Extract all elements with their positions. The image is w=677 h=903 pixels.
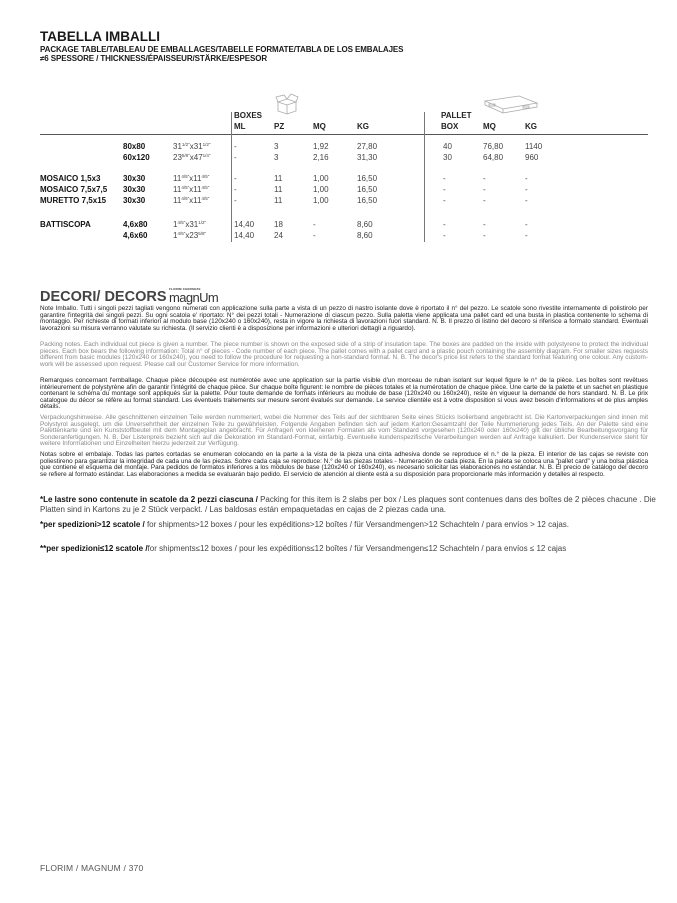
decors-title: DECORI/ DECORS [40, 289, 167, 305]
cell-pmq: 76,80 [483, 142, 504, 151]
cell-pbox: 30 [443, 153, 452, 162]
packing-notes-de: Verpackungshinweise. Alle geschnittenen einzelnen Teile werden nummeriert, wobei die Nummer des Teils auf der sichtbaren Seite eines Stücks Isolierband angebracht ist. Die Kartonverpackungen sind innen mit Polystyrol ausgelegt, um die Unversehrtheit der einzelnen Teile zu gewährleisten. Folgende Angaben befinden sich auf jedem Karton:Gesamtzahl der Teile Nummerierung jedes Teils. An der Palette sind eine Palettenkarte und ein Kunststoffbeutel mit dem Montageplan angebracht. Für Anfragen von kleineren Formaten als vom Standard vorgesehen (120x240 oder 160x240) gilt der übliche Bearbeitungsvorgang für Sonderanfertigungen. N. B. Der Listenpreis bezieht sich auf die Dekoration im Standard-Format, einfarbig. Eventuelle kundenspezifische Verarbeitungen werden auf Anfrage kalkuliert. Der Kundenservice steht für weitere Informationen und Einzelheiten hierzu jederzeit zur Verfügung. [40, 414, 648, 448]
cell-inch: $11^{4/5"}x11^{4/5"}$ [173, 196, 210, 205]
cell-mq: 1,92 [313, 142, 329, 151]
cell-pz: 3 [274, 153, 279, 162]
cell-pz: 3 [274, 142, 279, 151]
packing-notes-es: Notas sobre el embalaje. Todas las partes cortadas se enumeran colocando en la parte a la vista de la pieza una cinta adhesiva donde se reproduce el n.° de la pieza. El interior de las cajas se reviste con poliestireno para garantizar la integridad de cada una de las piezas. Sobre cada caja se reproduce: N.° de las piezas totales - Numeración de cada pieza. En la paleta se coloca una "pallet card" y una bolsa plástica que contiene el esquema del montaje. Para pedidos de formatos inferiores a los módulos de base (120x240 or 160x240), es necesario solicitar las elaboraciones no estándar. N. B. El precio de catálogo del decoro se refiere al formato estándar. Las elaboraciones a medida se evaluarán bajo pedido. El servicio de atención al cliente está a su disposición para proporcionarle más información y detalles al respecto. [40, 451, 648, 478]
cell-pbox: - [443, 196, 446, 205]
magnum-logo [169, 287, 218, 305]
cell-name: MOSAICO 1,5x3 [40, 174, 101, 183]
cell-pbox: - [443, 220, 446, 229]
cell-mq: 1,00 [313, 185, 329, 194]
col-mq: MQ [313, 122, 326, 131]
note-bold: *per spedizioni>12 scatole / [40, 520, 145, 529]
packing-notes-en: Packing notes. Each individual cut piece is given a number. The piece number is shown on the exposed side of a strip of insulation tape. The boxes are padded on the inside with polystyrene to protect the individual pieces. Each box bears the following information: Total n° of pieces - Code number of each piece. The pallet comes with a pallet card and a plastic pouch containing the assembly diagram. For smaller sizes requests different from basic modules (120x240 or 160x240), you need to follow the procedure for requesting a non-standard format. N. B. The decor's price list refers to the standard format featuring one colour. Any custom-work will be assessed upon request. Please call our Customer Service for more information. [40, 341, 648, 368]
cell-pkg: 1140 [525, 142, 543, 151]
cell-inch: $23^{5/8"}x47^{1/4"}$ [173, 153, 211, 162]
cell-ml: - [234, 142, 237, 151]
column-divider [231, 112, 232, 242]
cell-ml: - [234, 185, 237, 194]
cell-inch: $11^{4/5"}x11^{4/5"}$ [173, 185, 210, 194]
column-divider [424, 112, 425, 242]
pallet-icon [483, 95, 539, 117]
cell-pkg: - [525, 231, 528, 240]
cell-size: 80x80 [123, 142, 146, 151]
logo-brand: FLORIM CHERSEZE [169, 287, 201, 291]
note-shipments-over-12 [40, 520, 660, 530]
cell-size: 60x120 [123, 153, 150, 162]
cell-kg: 8,60 [357, 231, 373, 240]
cell-pbox: 40 [443, 142, 452, 151]
note-bold: **per spedizioni≤12 scatole / [40, 544, 148, 553]
cell-pz: 11 [274, 196, 283, 205]
cell-size: 4,6x80 [123, 220, 148, 229]
cell-pkg: - [525, 185, 528, 194]
cell-mq: 1,00 [313, 174, 329, 183]
page-subtitle: PACKAGE TABLE/TABLEAU DE EMBALLAGES/TABELLE FORMATE/TABLA DE LOS EMBALAJES [40, 45, 404, 54]
cell-pkg: - [525, 196, 528, 205]
cell-pz: 11 [274, 174, 283, 183]
page-footer: FLORIM / MAGNUM / 370 [40, 863, 144, 873]
cell-pmq: - [483, 174, 486, 183]
thickness-subtitle: ≠6 SPESSORE / THICKNESS/ÉPAISSEUR/STÄRKE/ESPESOR [40, 54, 268, 63]
cell-size: 30x30 [123, 185, 146, 194]
note-shipments-up-to-12 [40, 544, 660, 554]
cell-kg: 16,50 [357, 185, 378, 194]
cell-size: 4,6x60 [123, 231, 148, 240]
cell-pz: 18 [274, 220, 283, 229]
col-pallet-mq: MQ [483, 122, 496, 131]
cell-pmq: - [483, 196, 486, 205]
note-text: for shipments>12 boxes / pour les expéditions>12 boîtes / für Versandmengen>12 Schachteln / para envíos > 12 cajas. [144, 520, 569, 529]
packing-notes-fr: Remarques concernant l'emballage. Chaque pièce découpée est numérotée avec une application sur la partie visible d'un morceau de ruban isolant sur lequel figure le n° de la pièce. Les boîtes sont revêtues intérieurement de polystyrène afin de garantir l'intégrité de chaque pièce. Sur chaque boîte figurent: le nombre de pièces totales et la numérotation de chaque pièce. Une carte de la palette et un sachet en plastique contenant le schéma du montage sont appliqués sur la palette. Pour toute demande de formats inférieurs au module de base (120x240 ou 160x240), reste en vigueur la demande de hors standard. N. B. Le prix catalogue du décor se réfère au format standard. Les éventuels traitements sur mesure seront évalués sur demande. Le service clientèle est à votre disposition si vous avez besoin d'informations et de plus amples détails. [40, 377, 648, 411]
cell-size: 30x30 [123, 174, 146, 183]
col-pz: PZ [274, 122, 285, 131]
cell-inch: $1^{4/5"}x23^{5/8"}$ [173, 231, 207, 240]
cell-kg: 8,60 [357, 220, 373, 229]
cell-mq: - [313, 220, 316, 229]
cell-ml: 14,40 [234, 220, 255, 229]
cell-pz: 11 [274, 185, 283, 194]
cell-pbox: - [443, 185, 446, 194]
cell-kg: 16,50 [357, 174, 378, 183]
col-ml: ML [234, 122, 246, 131]
col-kg: KG [357, 122, 369, 131]
cell-name: MOSAICO 7,5x7,5 [40, 185, 108, 194]
cell-mq: 2,16 [313, 153, 329, 162]
cell-mq: 1,00 [313, 196, 329, 205]
cell-name: BATTISCOPA [40, 220, 91, 229]
cell-pbox: - [443, 231, 446, 240]
cell-pmq: - [483, 220, 486, 229]
boxes-header: BOXES [234, 111, 263, 120]
cell-ml: - [234, 196, 237, 205]
cell-ml: 14,40 [234, 231, 255, 240]
cell-pz: 24 [274, 231, 283, 240]
cell-kg: 27,80 [357, 142, 378, 151]
cell-inch: $1^{4/5"}x31^{1/2"}$ [173, 220, 207, 229]
cell-pkg: - [525, 220, 528, 229]
header-divider [40, 134, 648, 135]
cell-ml: - [234, 174, 237, 183]
cell-kg: 16,50 [357, 196, 378, 205]
open-box-icon [273, 93, 301, 115]
col-pallet-box: BOX [441, 122, 459, 131]
note-text: for shipments≤12 boxes / pour les expéditions≤12 boîtes / für Versandmengen≤12 Schachteln / para envíos ≤ 12 cajas [147, 544, 567, 553]
pallet-header: PALLET [441, 111, 472, 120]
cell-name: MURETTO 7,5x15 [40, 196, 107, 205]
cell-size: 30x30 [123, 196, 146, 205]
cell-inch: $31^{1/2"}x31^{1/2"}$ [173, 142, 211, 151]
packing-notes-it: Note Imballo. Tutti i singoli pezzi tagliati vengono numerati con applicazione sulla parte a vista di un pezzo di nastro isolante dove è riportato il n° del pezzo. Le scatole sono rivestite internamente di polistirolo per garantire l'integrità dei singoli pezzi. Su ogni scatola e' riportato: N° dei pezzi totali - Numerazione di ciascun pezzo. Sulla paletta viene applicata una pallet card ed una busta in plastica contenente lo schema di montaggio. Per richieste di formati inferiori al modulo base (120x240 o 160x240), resta in vigore la richiesta di lavorazioni fuori standard. N. B. Il prezzo di listino del decoro si riferisce a formato standard. Eventuali lavorazioni su misura verranno valutate su richiesta. (Il servizio clienti è a disposizione per informazioni e ulteriori dettagli a riguardo). [40, 305, 648, 332]
cell-kg: 31,30 [357, 153, 378, 162]
cell-pbox: - [443, 174, 446, 183]
note-text: Packing for this item is 2 slabs per box / Les plaques sont contenues dans des boîtes de 2 pièces chacune . Die Platten sind in Kartons zu je 2 Stück verpackt. / Las baldosas están empaquetadas en cajas de 2 piezas cada una. [40, 495, 656, 514]
cell-pkg: - [525, 174, 528, 183]
logo-text: magnUm [169, 290, 219, 305]
cell-pmq: 64,80 [483, 153, 504, 162]
cell-pmq: - [483, 231, 486, 240]
note-slabs-per-box [40, 495, 660, 515]
cell-inch: $11^{4/5"}x11^{4/5"}$ [173, 174, 210, 183]
cell-pmq: - [483, 185, 486, 194]
col-pallet-kg: KG [525, 122, 537, 131]
cell-ml: - [234, 153, 237, 162]
cell-pkg: 960 [525, 153, 539, 162]
cell-mq: - [313, 231, 316, 240]
note-bold: *Le lastre sono contenute in scatole da 2 pezzi ciascuna / [40, 495, 258, 504]
page-title: TABELLA IMBALLI [40, 29, 160, 44]
